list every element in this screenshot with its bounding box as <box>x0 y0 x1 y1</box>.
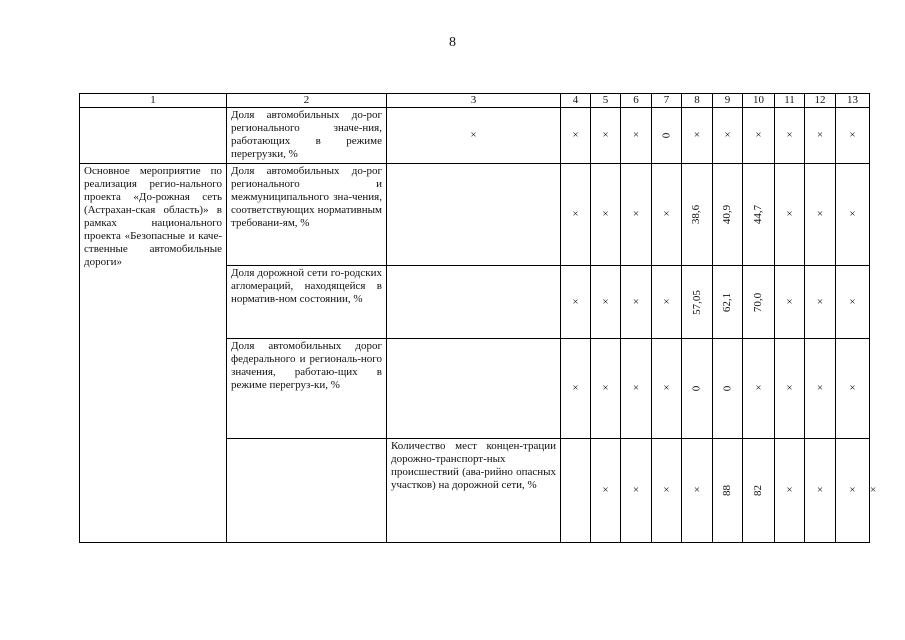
table-row <box>80 164 870 266</box>
header-cell: 6 <box>621 94 652 108</box>
header-cell: 7 <box>652 94 682 108</box>
table-row: Количество мест концен-трации дорожно-транспорт-ных происшествий (ава-рийно опасных участков) на дорожной сети, % × × × × 88 82 × × × × <box>80 439 870 543</box>
value-text: 82 <box>752 485 764 496</box>
value-cell <box>713 339 743 439</box>
value-text: 57,05 <box>690 289 703 315</box>
activity-cell-empty <box>80 108 227 164</box>
value-cell: × <box>682 439 713 543</box>
page-number: 8 <box>449 35 456 50</box>
value-cell <box>682 339 713 439</box>
value-cell: × <box>591 108 621 164</box>
header-cell: 13 <box>836 94 870 108</box>
value-cell: × <box>561 339 591 439</box>
value-cell: × <box>836 108 870 164</box>
header-cell: 1 <box>80 94 227 108</box>
value-cell: × <box>713 108 743 164</box>
value-cell: × <box>775 339 805 439</box>
header-cell: 3 <box>387 94 561 108</box>
activity-cell-empty <box>227 439 387 543</box>
value-cell <box>387 266 561 339</box>
indicator-cell: Количество мест концен-трации дорожно-транспорт-ных происшествий (ава-рийно опасных участков) на дорожной сети, % <box>387 439 561 543</box>
value-cell: × <box>805 108 836 164</box>
header-row <box>80 94 870 108</box>
value-text: 38,6 <box>690 204 703 225</box>
value-cell: × <box>775 108 805 164</box>
value-cell: × <box>561 266 591 339</box>
value-text: 40,9 <box>721 204 733 225</box>
value-cell: × <box>652 164 682 266</box>
value-text: 62,1 <box>721 292 733 312</box>
value-cell: × <box>805 339 836 439</box>
table-row <box>80 108 870 164</box>
indicators-table <box>79 93 877 543</box>
header-cell: 8 <box>682 94 713 108</box>
value-cell: × <box>836 266 870 339</box>
value-cell: × <box>836 164 870 266</box>
value-cell: × <box>591 339 621 439</box>
value-cell: × <box>805 439 836 543</box>
value-cell: × <box>775 164 805 266</box>
header-cell: 9 <box>713 94 743 108</box>
header-cell: 4 <box>561 94 591 108</box>
indicator-cell: Доля автомобильных дорог федерального и региональ-ного значения, работаю-щих в режиме перегруз-ки, % <box>227 339 387 439</box>
header-cell: 2 <box>227 94 387 108</box>
value-cell: × <box>743 108 775 164</box>
value-text: 70,0 <box>752 292 764 312</box>
value-cell <box>743 266 775 339</box>
value-cell: × <box>836 439 870 543</box>
value-text: 0 <box>721 385 733 392</box>
value-cell: × <box>682 108 713 164</box>
value-cell <box>713 266 743 339</box>
value-text: 0 <box>660 132 672 139</box>
value-cell <box>743 164 775 266</box>
value-cell: × <box>743 339 775 439</box>
value-cell: × <box>652 339 682 439</box>
value-cell: × <box>836 339 870 439</box>
value-cell: × <box>387 108 561 164</box>
value-cell: × <box>652 439 682 543</box>
value-cell <box>682 266 713 339</box>
value-cell <box>713 439 743 543</box>
value-cell: × <box>775 439 805 543</box>
value-cell <box>713 164 743 266</box>
value-cell <box>652 108 682 164</box>
value-cell <box>682 164 713 266</box>
value-cell <box>743 439 775 543</box>
header-cell: 10 <box>743 94 775 108</box>
value-cell <box>561 439 591 543</box>
value-cell: × <box>652 266 682 339</box>
value-cell: × <box>805 266 836 339</box>
value-cell: × <box>561 108 591 164</box>
header-cell: 11 <box>775 94 805 108</box>
activity-cell: Основное мероприятие по реализация регио-нального проекта «До-рожная сеть (Астрахан-ская область)» в рамках национального проекта «Безопасные и каче-ственные автомобильные дороги» <box>80 164 227 543</box>
value-cell: × <box>775 266 805 339</box>
value-text: 44,7 <box>752 204 764 225</box>
indicator-cell: Доля автомобильных до-рог регионального значе-ния, работающих в режиме перегрузки, % <box>227 108 387 164</box>
value-cell: × <box>805 164 836 266</box>
header-cell: 5 <box>591 94 621 108</box>
value-cell: × <box>621 164 652 266</box>
value-cell <box>387 164 561 266</box>
value-cell: × <box>591 439 621 543</box>
value-cell: × <box>621 108 652 164</box>
value-cell: × <box>621 339 652 439</box>
value-cell: × <box>591 164 621 266</box>
indicator-cell: Доля дорожной сети го-родских агломераций, находящейся в норматив-ном состоянии, % <box>227 266 387 339</box>
value-cell <box>387 339 561 439</box>
header-cell: 12 <box>805 94 836 108</box>
value-cell: × <box>621 439 652 543</box>
value-cell: × <box>591 266 621 339</box>
value-text: 0 <box>690 385 703 392</box>
value-cell: × <box>621 266 652 339</box>
value-cell: × <box>561 164 591 266</box>
indicator-cell: Доля автомобильных до-рог регионального и межмуниципального зна-чения, соответствующих нормативным требовани-ям, % <box>227 164 387 266</box>
value-text: 88 <box>721 485 733 496</box>
